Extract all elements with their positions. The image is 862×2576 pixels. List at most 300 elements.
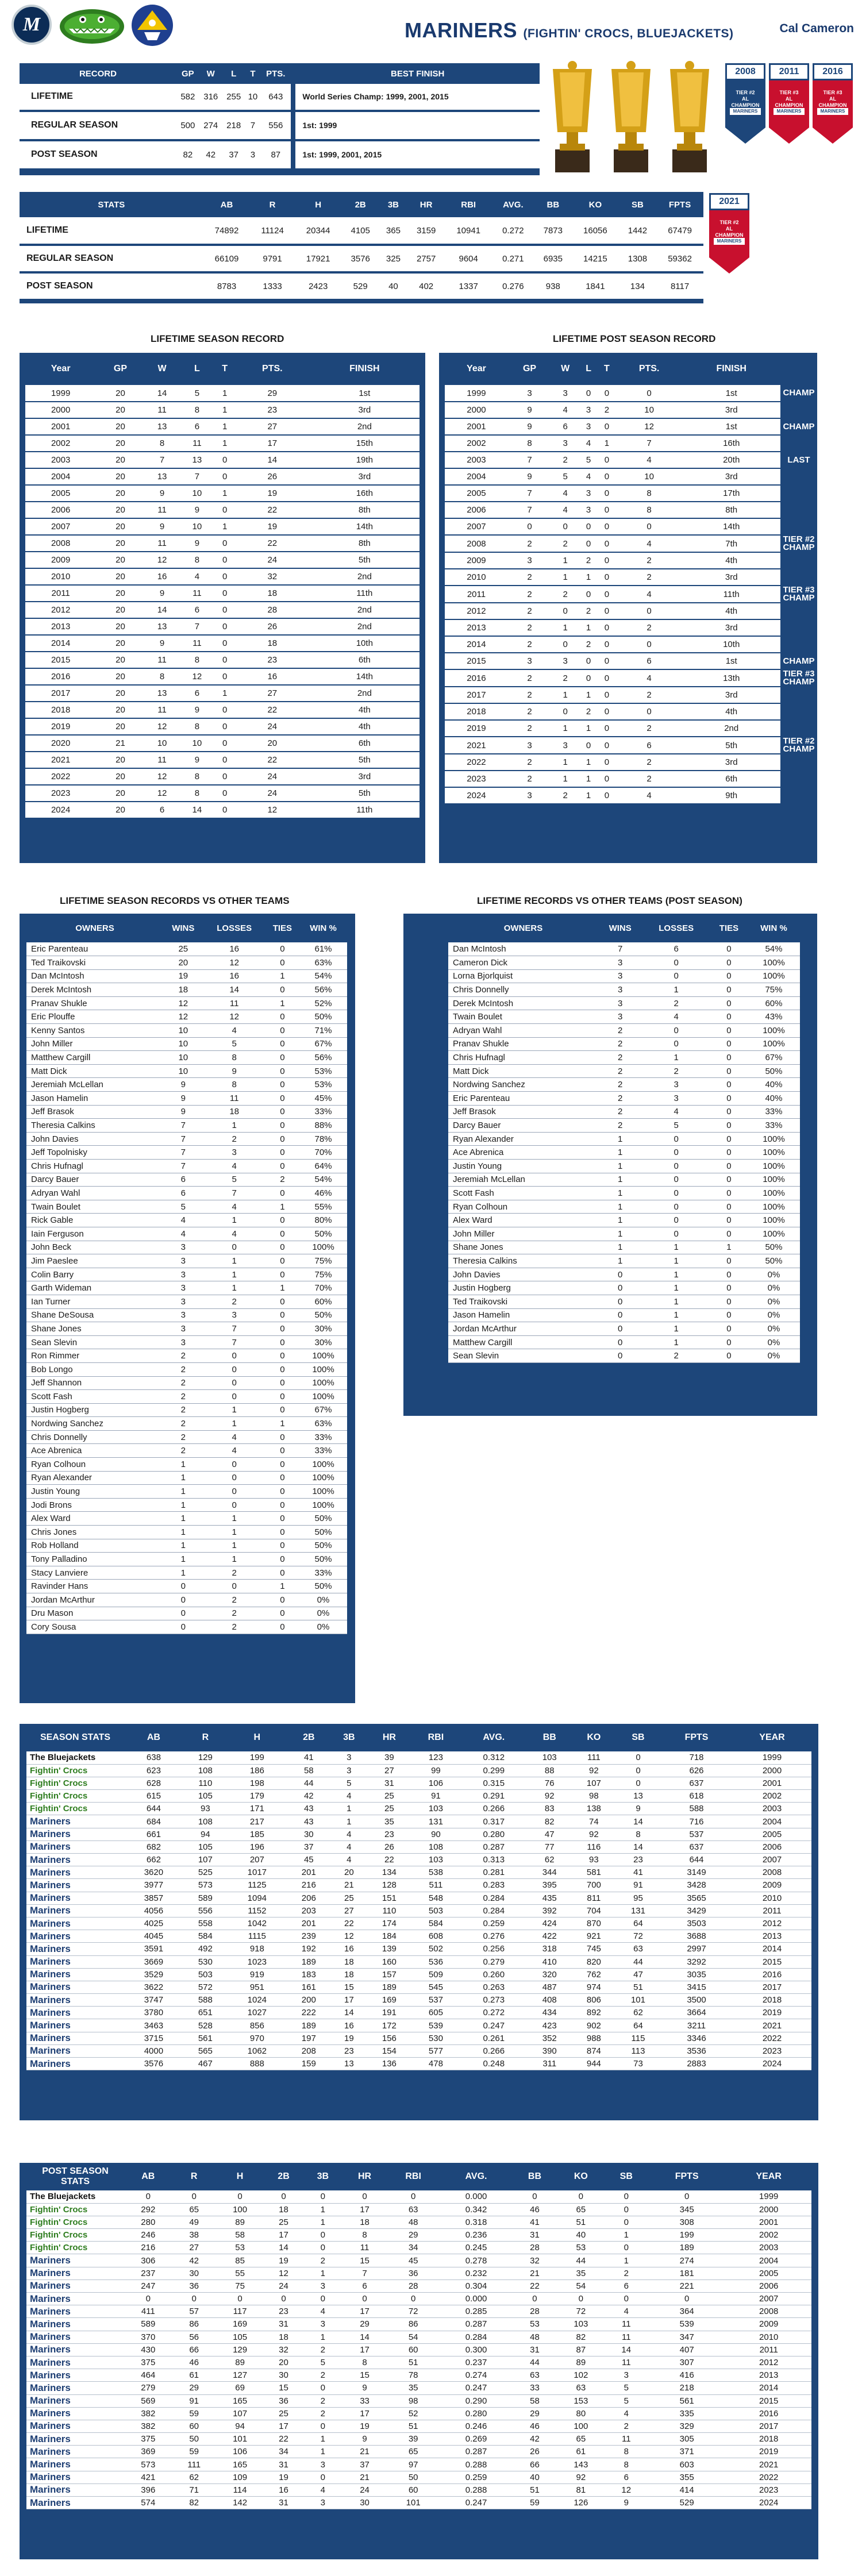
- season-cell: 2: [508, 687, 551, 703]
- season-stats-header: 3B: [343, 1732, 355, 1742]
- owner-name: Ace Abrenica: [448, 1146, 598, 1160]
- stat-cell: 430: [124, 2343, 172, 2356]
- stat-cell: 529: [648, 2497, 726, 2509]
- season-row: [445, 703, 817, 720]
- season-cell: 2: [508, 535, 551, 552]
- stat-cell: 31: [264, 2497, 303, 2509]
- owner-row: [26, 1566, 347, 1580]
- season-cell: 1: [579, 720, 598, 737]
- bluejackets-logo-icon: [129, 2, 175, 48]
- season-cell: 0: [598, 502, 616, 518]
- season-cell: 4: [179, 568, 214, 585]
- stat-cell: 434: [528, 2007, 572, 2019]
- owner-stat: 0: [598, 1322, 642, 1336]
- owner-stat: 1: [163, 1458, 203, 1472]
- stat-cell: 103: [411, 1803, 460, 1815]
- stat-cell: 37: [343, 2458, 387, 2471]
- stat-cell: 0.291: [460, 1790, 528, 1803]
- stat-cell: 217: [228, 1815, 287, 1828]
- stat-cell: 464: [124, 2369, 172, 2382]
- team-season-row: [26, 2497, 811, 2509]
- team-season-row: [26, 1892, 811, 1904]
- owner-stat: 4: [203, 1200, 265, 1214]
- stat-cell: 81: [557, 2483, 605, 2496]
- season-cell: 1: [579, 687, 598, 703]
- owner-stat: 0: [642, 956, 710, 970]
- stat-cell: 503: [183, 1968, 228, 1981]
- stats-value: 134: [619, 272, 656, 300]
- season-cell: 13th: [682, 669, 780, 687]
- season-cell: 4th: [310, 718, 420, 735]
- pennant-line: TIER #3: [779, 90, 799, 95]
- owner-row: [26, 1322, 347, 1336]
- stat-cell: 44: [513, 2356, 557, 2369]
- season-cell: 8th: [310, 535, 420, 552]
- season-row: [25, 552, 420, 568]
- stat-cell: 100: [557, 2420, 605, 2432]
- stat-cell: 1023: [228, 1955, 287, 1968]
- stat-cell: 2024: [733, 2058, 811, 2070]
- owner-stat: 88%: [299, 1119, 347, 1133]
- stat-cell: 103: [557, 2318, 605, 2331]
- owner-row: [26, 1010, 347, 1024]
- season-row: [25, 785, 420, 802]
- owner-stat: 10: [163, 1064, 203, 1078]
- season-row: [445, 385, 817, 402]
- team-season-row: [26, 2382, 811, 2394]
- owner-stat: 0%: [748, 1295, 800, 1308]
- stat-cell: 72: [616, 1930, 660, 1943]
- season-cell: 4: [551, 402, 579, 418]
- owner-row: [26, 1024, 347, 1038]
- owner-stat: 0%: [748, 1308, 800, 1322]
- stat-cell: 17: [343, 2407, 387, 2420]
- stat-cell: 80: [557, 2407, 605, 2420]
- owner-stat: 0: [598, 1268, 642, 1281]
- season-cell: 12: [616, 418, 683, 435]
- season-cell: 2007: [445, 518, 508, 535]
- season-cell: 0: [598, 452, 616, 468]
- stat-cell: 98: [572, 1790, 616, 1803]
- season-cell: 2023: [445, 771, 508, 787]
- season-cell: 21: [96, 735, 144, 752]
- season-row: [445, 771, 817, 787]
- owner-stat: 0: [265, 1458, 299, 1472]
- season-row: [445, 669, 817, 687]
- stat-cell: 487: [528, 1981, 572, 1993]
- stat-cell: 3: [303, 2279, 343, 2292]
- stat-cell: 0.274: [440, 2369, 513, 2382]
- stat-cell: 392: [528, 1904, 572, 1917]
- owner-stat: 0: [642, 1227, 710, 1241]
- season-cell: 7: [179, 618, 214, 635]
- stat-cell: 25: [367, 1790, 411, 1803]
- team-season-row: [26, 2458, 811, 2471]
- owner-stat: 0: [163, 1620, 203, 1634]
- season-cell: 2003: [25, 452, 96, 468]
- owner-stat: 1: [163, 1498, 203, 1512]
- owner-stat: 3: [642, 1092, 710, 1106]
- owner-name: Chris Jones: [26, 1526, 163, 1539]
- stat-cell: 0.304: [440, 2279, 513, 2292]
- season-cell: 20: [96, 568, 144, 585]
- stat-cell: 318: [528, 1943, 572, 1955]
- team-season-row: [26, 2019, 811, 2032]
- owner-name: Jim Paeslee: [26, 1254, 163, 1268]
- season-cell: 2: [616, 754, 683, 771]
- owner-stat: 1: [598, 1200, 642, 1214]
- owner-stat: 2: [163, 1403, 203, 1417]
- season-cell: 1: [214, 418, 235, 435]
- owner-stat: 25: [163, 942, 203, 956]
- pennant-line: TIER #2: [719, 220, 739, 225]
- stat-cell: 2005: [733, 1828, 811, 1840]
- stat-cell: 5: [605, 2394, 648, 2407]
- stat-cell: 8: [343, 2356, 387, 2369]
- stat-cell: 3346: [660, 2032, 733, 2044]
- owner-name: Darcy Bauer: [26, 1173, 163, 1187]
- season-row: [445, 737, 817, 754]
- owner-name: Justin Hogberg: [26, 1403, 163, 1417]
- season-cell: 4: [551, 485, 579, 502]
- season-cell: 8th: [310, 502, 420, 518]
- season-cell: 2015: [25, 652, 96, 668]
- season-cell: 0: [214, 635, 235, 652]
- season-cell: 2: [616, 687, 683, 703]
- stat-cell: 0: [513, 2293, 557, 2305]
- owner-row: [26, 1335, 347, 1349]
- season-cell: 20: [96, 552, 144, 568]
- year-table-header: GP: [113, 364, 128, 373]
- champ-label: CHAMP: [780, 418, 817, 435]
- pennant-year: 2021: [709, 193, 749, 210]
- stats-label: LIFETIME: [20, 217, 203, 245]
- owner-stat: 0: [710, 1024, 748, 1038]
- stat-cell: 1062: [228, 2044, 287, 2057]
- stat-cell: 2: [303, 2343, 343, 2356]
- stats-value: 3576: [342, 245, 379, 272]
- owner-name: Theresia Calkins: [26, 1119, 163, 1133]
- season-cell: 16: [145, 568, 180, 585]
- season-row: [445, 402, 817, 418]
- owner-stat: 4: [203, 1024, 265, 1038]
- season-cell: 0: [598, 552, 616, 569]
- owner-stat: 100%: [748, 1037, 800, 1051]
- stat-cell: 61: [557, 2446, 605, 2458]
- stat-cell: 19: [331, 2032, 367, 2044]
- stats-header: BB: [547, 199, 560, 210]
- season-cell: 1: [214, 402, 235, 418]
- owner-stat: 1: [203, 1254, 265, 1268]
- season-cell: 1: [579, 771, 598, 787]
- stat-cell: 179: [228, 1790, 287, 1803]
- stat-cell: 8: [605, 2458, 648, 2471]
- stat-cell: 511: [411, 1879, 460, 1892]
- stat-cell: 91: [616, 1879, 660, 1892]
- stat-cell: 3565: [660, 1892, 733, 1904]
- owner-stat: 33%: [299, 1105, 347, 1119]
- season-cell: 0: [214, 652, 235, 668]
- stat-cell: 2019: [726, 2446, 811, 2458]
- season-cell: 29: [235, 385, 310, 402]
- owner-stat: 9: [163, 1092, 203, 1106]
- owner-stat: 100%: [299, 1362, 347, 1376]
- season-cell: 3: [508, 552, 551, 569]
- stat-cell: 0: [303, 2471, 343, 2483]
- season-row: [25, 502, 420, 518]
- season-cell: 8: [179, 652, 214, 668]
- season-cell: 0: [598, 485, 616, 502]
- stat-cell: 22: [513, 2279, 557, 2292]
- champ-label: TIER #3 CHAMP: [780, 586, 817, 603]
- team-season-row: [26, 2254, 811, 2267]
- season-cell: 20: [235, 735, 310, 752]
- stat-cell: 0.283: [460, 1879, 528, 1892]
- owner-stat: 3: [598, 996, 642, 1010]
- stat-cell: 28: [513, 2242, 557, 2254]
- owner-stat: 53%: [299, 1064, 347, 1078]
- owner-stat: 0: [642, 1200, 710, 1214]
- stat-cell: 335: [648, 2407, 726, 2420]
- stat-cell: 91: [411, 1790, 460, 1803]
- owner-name: Ryan Colhoun: [26, 1458, 163, 1472]
- stat-cell: 28: [387, 2279, 440, 2292]
- season-cell: 16th: [310, 485, 420, 502]
- owner-stat: 0: [203, 1471, 265, 1485]
- stat-cell: 44: [616, 1955, 660, 1968]
- stat-cell: 395: [528, 1879, 572, 1892]
- season-cell: 0: [579, 586, 598, 603]
- team-season-row: [26, 2343, 811, 2356]
- stat-cell: 2014: [733, 1943, 811, 1955]
- stat-cell: 874: [572, 2044, 616, 2057]
- season-cell: 27: [235, 685, 310, 702]
- owner-name: Theresia Calkins: [448, 1254, 598, 1268]
- owner-stat: 2: [163, 1430, 203, 1444]
- season-cell: 27: [235, 418, 310, 435]
- owner-stat: 75%: [299, 1268, 347, 1281]
- season-cell: 2: [508, 754, 551, 771]
- owner-name: Matthew Cargill: [26, 1051, 163, 1065]
- owner-name: Twain Boulet: [448, 1010, 598, 1024]
- champ-label: [780, 518, 817, 535]
- record-gp: 500: [176, 111, 199, 140]
- year-table-header: L: [194, 364, 200, 373]
- owner-row: [448, 1146, 800, 1160]
- stat-cell: 53: [216, 2242, 264, 2254]
- stat-cell: 528: [183, 2019, 228, 2032]
- season-cell: 22: [235, 752, 310, 768]
- season-cell: 0: [214, 785, 235, 802]
- stat-cell: 4: [605, 2407, 648, 2420]
- champion-pennant: [725, 63, 765, 149]
- stat-cell: 105: [216, 2331, 264, 2343]
- stat-cell: 129: [183, 1751, 228, 1764]
- stat-cell: 14: [616, 1815, 660, 1828]
- stat-cell: 569: [124, 2394, 172, 2407]
- owner-stat: 0: [265, 1553, 299, 1566]
- owner-stat: 4: [203, 1430, 265, 1444]
- stat-cell: 589: [124, 2318, 172, 2331]
- owner-row: [448, 1187, 800, 1200]
- season-cell: 2: [551, 586, 579, 603]
- owner-name: Justin Young: [26, 1485, 163, 1499]
- season-cell: 8th: [682, 502, 780, 518]
- owner-stat: 2: [598, 1105, 642, 1119]
- season-cell: 2015: [445, 653, 508, 669]
- team-season-row: [26, 1930, 811, 1943]
- owner-stat: 1: [203, 1539, 265, 1553]
- owner-stat: 3: [163, 1335, 203, 1349]
- year-table-header: T: [604, 364, 610, 373]
- owner-name: Bob Longo: [26, 1362, 163, 1376]
- stat-cell: 26: [513, 2446, 557, 2458]
- owners-post-panel: [403, 914, 817, 1416]
- owner-stat: 0: [265, 1526, 299, 1539]
- owner-name: Cameron Dick: [448, 956, 598, 970]
- owner-stat: 40%: [748, 1078, 800, 1092]
- stat-cell: 0.000: [440, 2293, 513, 2305]
- season-row: [25, 668, 420, 685]
- season-row: [445, 552, 817, 569]
- owner-row: [448, 1214, 800, 1227]
- champ-label: [780, 468, 817, 485]
- season-row: [25, 535, 420, 552]
- champ-label: [780, 703, 817, 720]
- team-season-row: [26, 2446, 811, 2458]
- champ-label: [780, 687, 817, 703]
- season-cell: 2: [508, 669, 551, 687]
- stat-cell: 589: [183, 1892, 228, 1904]
- stat-cell: 2010: [726, 2331, 811, 2343]
- record-label: REGULAR SEASON: [20, 111, 176, 140]
- stat-cell: 40: [557, 2229, 605, 2242]
- team-name-cell: Mariners: [26, 2019, 124, 2032]
- season-cell: 20: [96, 635, 144, 652]
- season-cell: 11th: [682, 586, 780, 603]
- stat-cell: 0.284: [460, 1892, 528, 1904]
- record-t: 10: [245, 84, 261, 111]
- owner-row: [448, 956, 800, 970]
- season-cell: 3: [579, 502, 598, 518]
- owner-stat: 0: [265, 942, 299, 956]
- owner-name: Scott Fash: [448, 1187, 598, 1200]
- stat-cell: 36: [264, 2394, 303, 2407]
- stat-cell: 44: [557, 2254, 605, 2267]
- owner-stat: 0: [265, 1403, 299, 1417]
- stat-cell: 2008: [733, 1866, 811, 1879]
- season-cell: 1999: [445, 385, 508, 402]
- stats-value: 402: [407, 272, 445, 300]
- owner-stat: 100%: [299, 1390, 347, 1404]
- season-stats-header: HR: [358, 2171, 372, 2181]
- stat-cell: 3747: [124, 1994, 183, 2007]
- stat-cell: 57: [172, 2305, 216, 2318]
- owner-name: Pranav Shukle: [26, 996, 163, 1010]
- season-cell: 14th: [310, 668, 420, 685]
- stat-cell: 75: [216, 2279, 264, 2292]
- stat-cell: 0.287: [460, 1840, 528, 1853]
- owner-name: Adryan Wahl: [26, 1187, 163, 1200]
- team-name-cell: Mariners: [26, 1917, 124, 1930]
- stat-cell: 2006: [733, 1840, 811, 1853]
- stat-cell: 27: [331, 1904, 367, 1917]
- stat-cell: 246: [124, 2229, 172, 2242]
- stat-cell: 24: [264, 2279, 303, 2292]
- season-cell: 2021: [445, 737, 508, 754]
- season-cell: 11th: [310, 802, 420, 818]
- stat-cell: 11: [343, 2242, 387, 2254]
- pennant-line: CHAMPION: [731, 102, 760, 108]
- season-stats-table: [26, 1724, 811, 2070]
- stat-cell: 1: [331, 1803, 367, 1815]
- season-cell: 2009: [25, 552, 96, 568]
- owner-row: [448, 1335, 800, 1349]
- season-cell: 2nd: [682, 720, 780, 737]
- owner-row: [26, 996, 347, 1010]
- owner-stat: 0: [265, 1064, 299, 1078]
- stat-cell: 71: [172, 2483, 216, 2496]
- stat-cell: 0: [216, 2190, 264, 2203]
- stat-cell: 421: [124, 2471, 172, 2483]
- team-season-row: [26, 1981, 811, 1993]
- owner-name: Ravinder Hans: [26, 1580, 163, 1593]
- owner-name: Iain Ferguson: [26, 1227, 163, 1241]
- stat-cell: 375: [124, 2356, 172, 2369]
- season-cell: 14: [145, 602, 180, 618]
- pennant-line: AL: [786, 96, 792, 102]
- team-name-cell: Mariners: [26, 2420, 124, 2432]
- champ-label: [780, 603, 817, 619]
- owner-row: [26, 1214, 347, 1227]
- post-stats-panel: [20, 2163, 818, 2559]
- year-table-header: GP: [522, 364, 537, 373]
- owner-stat: 0: [710, 1295, 748, 1308]
- stat-cell: 63: [387, 2203, 440, 2216]
- team-season-row: [26, 2369, 811, 2382]
- season-cell: 9: [179, 535, 214, 552]
- season-cell: 2004: [445, 468, 508, 485]
- season-stats-header: H: [253, 1732, 261, 1742]
- season-cell: 6th: [310, 652, 420, 668]
- season-cell: 2013: [445, 619, 508, 636]
- stat-cell: 0.260: [460, 1968, 528, 1981]
- stat-cell: 189: [367, 1981, 411, 1993]
- season-row: [445, 418, 817, 435]
- best-finish: 1st: 1999: [295, 111, 540, 140]
- record-table: [20, 63, 540, 171]
- season-cell: 0: [598, 669, 616, 687]
- stat-cell: 382: [124, 2407, 172, 2420]
- season-cell: 20: [96, 518, 144, 535]
- stat-cell: 65: [557, 2203, 605, 2216]
- owner-stat: 54%: [299, 1173, 347, 1187]
- stat-cell: 2012: [733, 1917, 811, 1930]
- stat-cell: 364: [648, 2305, 726, 2318]
- owner-row: [26, 1308, 347, 1322]
- record-gp: 82: [176, 140, 199, 170]
- owner-stat: 50%: [299, 1553, 347, 1566]
- stat-cell: 0: [605, 2216, 648, 2228]
- stat-cell: 64: [616, 1917, 660, 1930]
- stat-cell: 35: [387, 2382, 440, 2394]
- record-w: 274: [199, 111, 222, 140]
- stat-cell: 0.247: [460, 2019, 528, 2032]
- owner-stat: 0: [710, 1051, 748, 1065]
- stat-cell: 2003: [726, 2242, 811, 2254]
- stat-cell: 539: [411, 2019, 460, 2032]
- season-cell: 7: [179, 468, 214, 485]
